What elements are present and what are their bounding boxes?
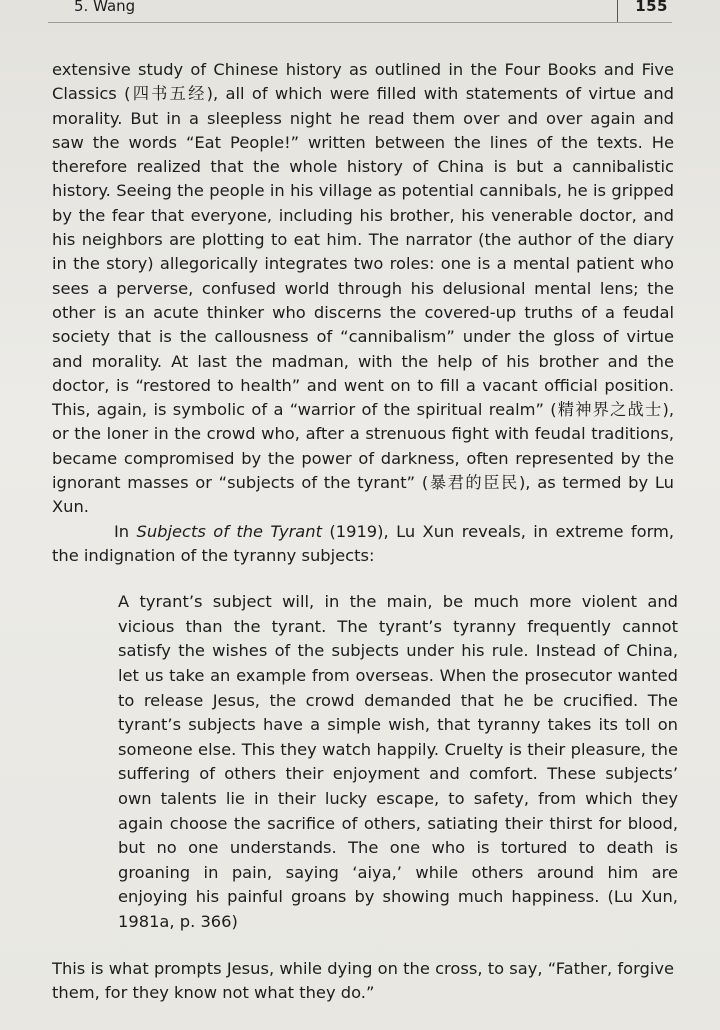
running-header [48,0,672,23]
chapter-author: 5. Wang [74,0,136,15]
paragraph-1: extensive study of Chinese history as outlined in the Four Books and Five Classics (四书五经), all of which were filled with statements of virtue and morality. But in a sleepless night he read them over and over again and saw the words “Eat People!” written between the lines of the texts. He therefore realized that the whole history of China is but a cannibalistic history. Seeing the people in his village as potential cannibals, he is gripped by the fear that everyone, including his brother, his venerable doctor, and his neighbors are plotting to eat him. The narrator (the author of the diary in the story) allegorically integrates two roles: one is a mental patient who sees a perverse, confused world through his delusional mental lens; the other is an acute thinker who discerns the covered-up truths of a feudal society that is the callousness of “cannibalism” under the gloss of virtue and morality. At last the madman, with the help of his brother and the doctor, is “restored to health” and went on to fill a vacant official position. This, again, is symbolic of a “warrior of the spiritual realm” (精神界之战士), or the loner in the crowd who, after a strenuous fight with feudal traditions, became compromised by the power of darkness, often represented by the ignorant masses or “subjects of the tyrant” (暴君的臣民), as termed by Lu Xun. [52,60,674,517]
work-title: Subjects of the Tyrant [136,521,322,541]
body-text [52,58,678,1005]
paragraph-3: This is what prompts Jesus, while dying on the cross, to say, “Father, forgive them, for they know not what they do.” [52,958,674,1002]
page-number: 155 [635,0,668,15]
paragraph-2-prefix: In [114,521,137,541]
paragraph-2-suffix: (1919), Lu Xun reveals, in extreme form, the indignation of the tyranny subjects: [52,521,675,565]
block-quote: A tyrant’s subject will, in the main, be much more violent and vicious than the tyrant. The tyrant’s tyranny frequently cannot satisfy the wishes of the subjects under his rule. Instead of China, let us take an example from overseas. When the prosecutor wanted to release Jesus, the crowd demanded that he be crucified. The tyrant’s subjects have a simple wish, that tyranny takes its toll on someone else. This they watch happily. Cruelty is their pleasure, the suffering of others their enjoyment and comfort. These subjects’ own talents lie in their lucky escape, to safety, from which they again choose the sacrifice of others, satiating their thirst for blood, but no one understands. The one who is tortured to death is groaning in pain, saying ‘aiya,’ while others around him are enjoying his painful groans by showing much happiness. (Lu Xun, 1981a, p. 366) [118,592,678,931]
header-divider [617,0,618,22]
paragraph-2 [52,520,674,569]
